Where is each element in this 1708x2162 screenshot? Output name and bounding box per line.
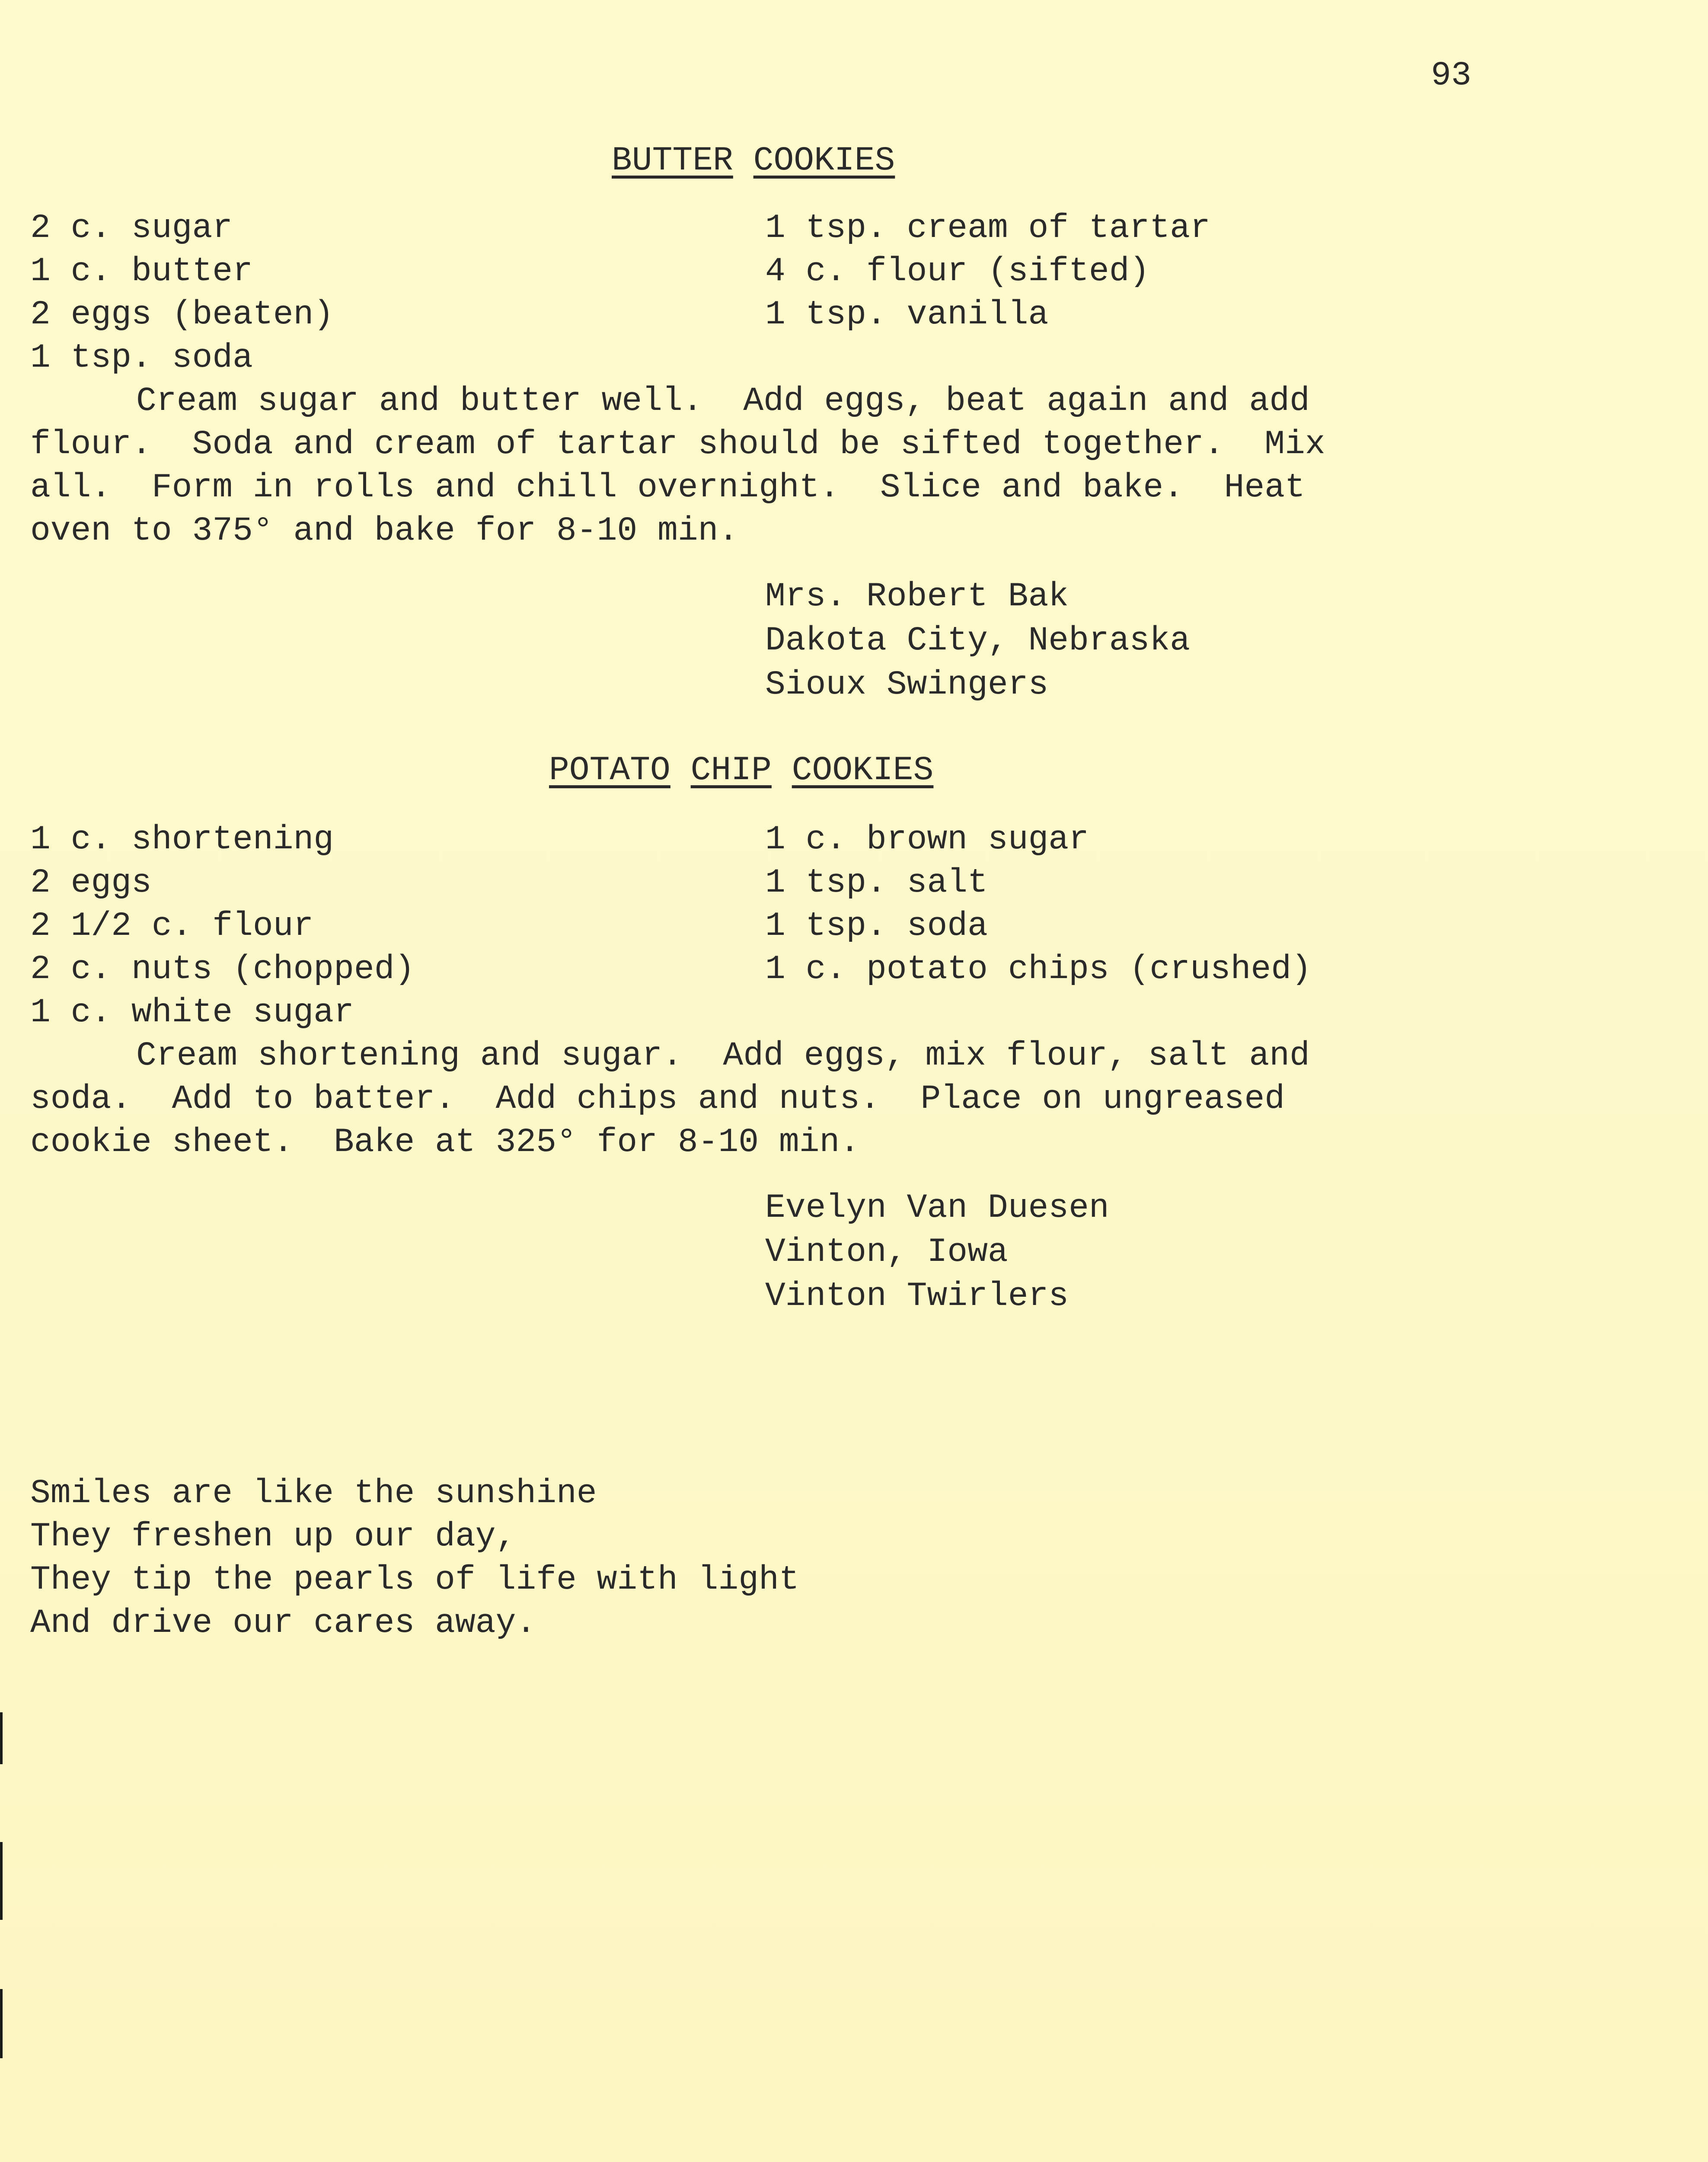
direction-line: oven to 375° and bake for 8-10 min. — [30, 512, 739, 550]
binding-mark — [0, 1842, 3, 1920]
ingredient: 1 tsp. salt — [765, 864, 988, 902]
ingredient: 1 tsp. soda — [30, 339, 253, 377]
title-word: COOKIES — [792, 752, 934, 790]
page-number: 93 — [1431, 57, 1472, 95]
binding-mark — [0, 1989, 3, 2058]
poem-line: Smiles are like the sunshine — [30, 1474, 597, 1513]
signature-line: Sioux Swingers — [765, 666, 1049, 704]
binding-mark — [0, 1712, 3, 1764]
ingredient: 1 tsp. vanilla — [765, 296, 1049, 334]
ingredient: 1 c. white sugar — [30, 994, 354, 1032]
signature-line: Vinton, Iowa — [765, 1233, 1008, 1271]
direction-line: cookie sheet. Bake at 325° for 8-10 min. — [30, 1123, 860, 1161]
signature-line: Evelyn Van Duesen — [765, 1189, 1109, 1227]
ingredient: 1 tsp. cream of tartar — [765, 209, 1210, 247]
ingredient: 1 c. brown sugar — [765, 821, 1089, 859]
title-word: CHIP — [690, 752, 772, 790]
ingredient: 1 tsp. soda — [765, 907, 988, 945]
ingredient: 2 eggs (beaten) — [30, 296, 334, 334]
title-word: COOKIES — [753, 142, 895, 180]
direction-line: all. Form in rolls and chill overnight. Slice and bake. Heat — [30, 469, 1305, 507]
ingredient: 2 eggs — [30, 864, 152, 902]
poem-line: They tip the pearls of life with light — [30, 1561, 799, 1599]
ingredient: 1 c. butter — [30, 253, 253, 291]
direction-line: Cream sugar and butter well. Add eggs, beat again and add — [136, 382, 1310, 420]
signature-line: Dakota City, Nebraska — [765, 622, 1190, 660]
poem-line: And drive our cares away. — [30, 1604, 536, 1642]
direction-line: flour. Soda and cream of tartar should be sifted together. Mix — [30, 425, 1325, 464]
ingredient: 1 c. shortening — [30, 821, 334, 859]
signature-line: Vinton Twirlers — [765, 1277, 1069, 1315]
ingredient: 2 1/2 c. flour — [30, 907, 314, 945]
ingredient: 2 c. sugar — [30, 209, 233, 247]
title-word: POTATO — [549, 752, 670, 790]
recipe-title-potato-chip-cookies — [549, 749, 933, 792]
ingredient: 2 c. nuts (chopped) — [30, 950, 415, 988]
title-word: BUTTER — [612, 142, 733, 180]
ingredient: 4 c. flour (sifted) — [765, 253, 1150, 291]
direction-line: Cream shortening and sugar. Add eggs, mix flour, salt and — [136, 1037, 1310, 1075]
signature-line: Mrs. Robert Bak — [765, 578, 1069, 616]
ingredient: 1 c. potato chips (crushed) — [765, 950, 1312, 988]
recipe-title-butter-cookies — [612, 139, 895, 182]
poem-line: They freshen up our day, — [30, 1518, 516, 1556]
direction-line: soda. Add to batter. Add chips and nuts. Place on ungreased — [30, 1080, 1285, 1118]
